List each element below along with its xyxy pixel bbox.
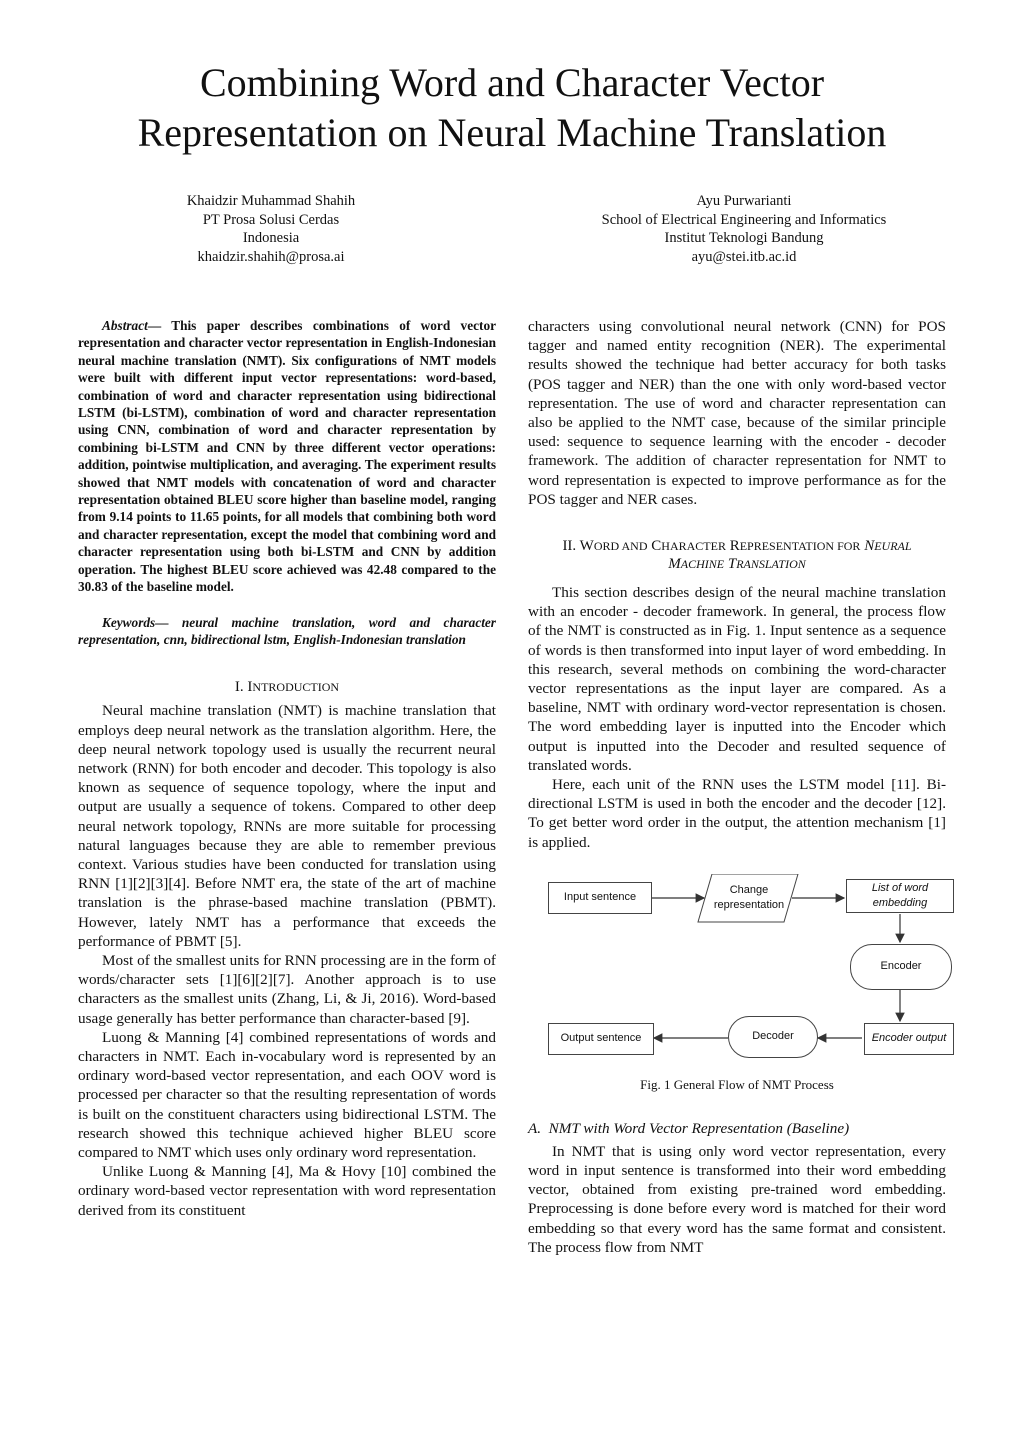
section2-paragraph-2: Here, each unit of the RNN uses the LSTM model [11]. Bi-directional LSTM is used in both the encoder and the decoder [12]. To get better word order in the output, the attention mechanism [1] is applied. xyxy=(528,776,946,851)
intro-paragraph-1: Neural machine translation (NMT) is machine translation that employs deep neural network as the translation algorithm. Here, the deep neural network topology used is usually the recurrent neural network (RNN) for both encoder and decoder. This topology is also known as sequence of sequence topology, where the input and output are usually a sequence of tokens. Compared to other deep neural network topology, RNNs are more suitable for processing natural languages because they are able to remember previous context. Various studies have been conducted for translation using RNN [1][2][3][4]. Before NMT era, the state of the art of machine translation is the phrase-based machine translation (PBMT). However, lately NMT has a performance that exceeds the performance of PBMT [5]. xyxy=(78,702,496,950)
author-name: Khaidzir Muhammad Shahih xyxy=(186,193,356,209)
abstract-label: Abstract xyxy=(102,318,148,333)
author-affiliation: PT Prosa Solusi Cerdas xyxy=(202,211,340,228)
section2-paragraph-1: This section describes design of the neural machine translation with an encoder - decoder framework. In general, the process flow of the NMT is constructed as in Fig. 1. Input sentence as a sequence of words is then transformed into input layer of word embedding. In this research, several methods on combining the word-character vector representations as the input layer are compared. As a baseline, NMT with ordinary word-vector representation is chosen. The word embedding layer is inputted into the Encoder which output is inputted into the Decoder and resulted sequence of translated words. xyxy=(528,584,946,774)
author-block-1 xyxy=(121,192,421,266)
author-name: Ayu Purwarianti xyxy=(696,193,792,209)
keywords-label: Keywords xyxy=(102,614,156,630)
left-column xyxy=(78,317,496,1220)
abstract-text: This paper describes combinations of word vector representation and character vector representation in English-Indonesian neural machine translation (NMT). Six configurations of NMT models were built with different input vector representations: word-based, combination of word and character representation using bidirectional LSTM (bi-LSTM), combination of word and character representation using CNN, combination of word and character representation by combining bi-LSTM and CNN by three different vector operations: addition, pointwise multiplication, and averaging. The experiment results showed that NMT models with concatenation of word and character representation obtained BLEU score higher than baseline model, ranging from 9.14 points to 11.65 points, for all models that combining both word and character representation, except the model that combining word and character representation using both bi-LSTM and CNN by addition operation. The highest BLEU score achieved was 42.48 compared to the 30.83 of the baseline model. xyxy=(78,318,496,595)
decoder-box: Decoder xyxy=(728,1016,818,1058)
intro-paragraph-2: Most of the smallest units for RNN processing are in the form of words/character sets [1][6][2][7]. Another approach is to use characters as the smallest units (Zhang, Li, & Ji, 2016). Word-based usage generally has better performance than character-based [9]. xyxy=(78,951,496,1027)
right-column xyxy=(528,317,946,1257)
subsection-a-paragraph: In NMT that is using only word vector representation, every word in input sentence is transformed into their word embedding vector, obtained from existing pre-trained word embedding. Preprocessing is done before every word is matched for their word embedding so that every word has the same format and consistent. The process flow from NMT xyxy=(528,1142,946,1256)
intro-paragraph-4: Unlike Luong & Manning [4], Ma & Hovy [10] combined the ordinary word-based vector representation with word representation derived from its constituent xyxy=(78,1163,496,1219)
author-block-2 xyxy=(564,192,924,266)
paper-title xyxy=(0,58,1024,158)
figure-1-flowchart xyxy=(528,874,946,1054)
output-sentence-box: Output sentence xyxy=(548,1023,654,1055)
author-country: Indonesia xyxy=(242,230,300,246)
change-representation-box: Change representation xyxy=(713,883,785,911)
encoder-box: Encoder xyxy=(850,944,952,990)
section-heading-2: II. WORD AND CHARACTER REPRESENTATION FOR NEURAL MACHINE TRANSLATION xyxy=(562,538,912,573)
keywords: Keywords— neural machine translation, word and character representation, cnn, bidirectional lstm, English-Indonesian translation xyxy=(78,614,496,647)
subsection-heading-a: A. NMT with Word Vector Representation (Baseline) xyxy=(528,1119,850,1137)
abstract: Abstract— This paper describes combinations of word vector representation and character vector representation in English-Indonesian neural machine translation (NMT). Six configurations of NMT models were built with different input vector representations: word-based, combination of word and character representation using bidirectional LSTM (bi-LSTM), combination of word and character representation using CNN, combination of word and character representation by combining bi-LSTM and CNN by three different vector operations: addition, pointwise multiplication, and averaging. The experiment results showed that NMT models with concatenation of word and character representation obtained BLEU score higher than baseline model, ranging from 9.14 points to 11.65 points, for all models that combining both word and character representation, except the model that combining word and character representation using both bi-LSTM and CNN by addition operation. The highest BLEU score achieved was 42.48 compared to the 30.83 of the baseline model. xyxy=(78,318,496,595)
author-institution: Institut Teknologi Bandung xyxy=(664,230,824,246)
keywords-text: neural machine translation, word and character representation, cnn, bidirectional lstm, English-Indonesian translation xyxy=(78,614,496,647)
encoder-output-box: Encoder output xyxy=(864,1023,954,1055)
author-affiliation: School of Electrical Engineering and Informatics xyxy=(601,211,887,228)
intro-continued-paragraph: characters using convolutional neural network (CNN) for POS tagger and named entity recognition (NER). The experimental results showed the technique had better accuracy for both tasks (POS tagger and NER) than the one with only word-based vector representation. The use of word and character representation can also be applied to the NMT case, because of the similar principle used: sequence to sequence learning with the encoder - decoder framework. The addition of character representation for NMT to word representation is expected to improve performance as for the POS tagger and NER cases. xyxy=(528,318,946,508)
section-heading-introduction: I. INTRODUCTION xyxy=(234,679,340,696)
intro-paragraph-3: Luong & Manning [4] combined representations of words and characters in NMT. Each in-vocabulary word is represented by an ordinary word-based vector representation, and each OOV word is processed per character so that the resulting representation of words is built on the constituent characters using bidirectional LSTM. The research showed this technique achieved higher BLEU score compared to NMT which uses only ordinary word representation. xyxy=(78,1028,496,1161)
author-email: khaidzir.shahih@prosa.ai xyxy=(197,248,345,265)
author-email: ayu@stei.itb.ac.id xyxy=(691,248,797,265)
list-of-word-embedding-box: List of word embedding xyxy=(846,879,954,913)
title-line-1: Combining Word and Character Vector xyxy=(199,60,825,105)
figure-1-caption: Fig. 1 General Flow of NMT Process xyxy=(640,1076,834,1092)
input-sentence-box: Input sentence xyxy=(548,882,652,914)
title-line-2: Representation on Neural Machine Translation xyxy=(137,110,887,155)
